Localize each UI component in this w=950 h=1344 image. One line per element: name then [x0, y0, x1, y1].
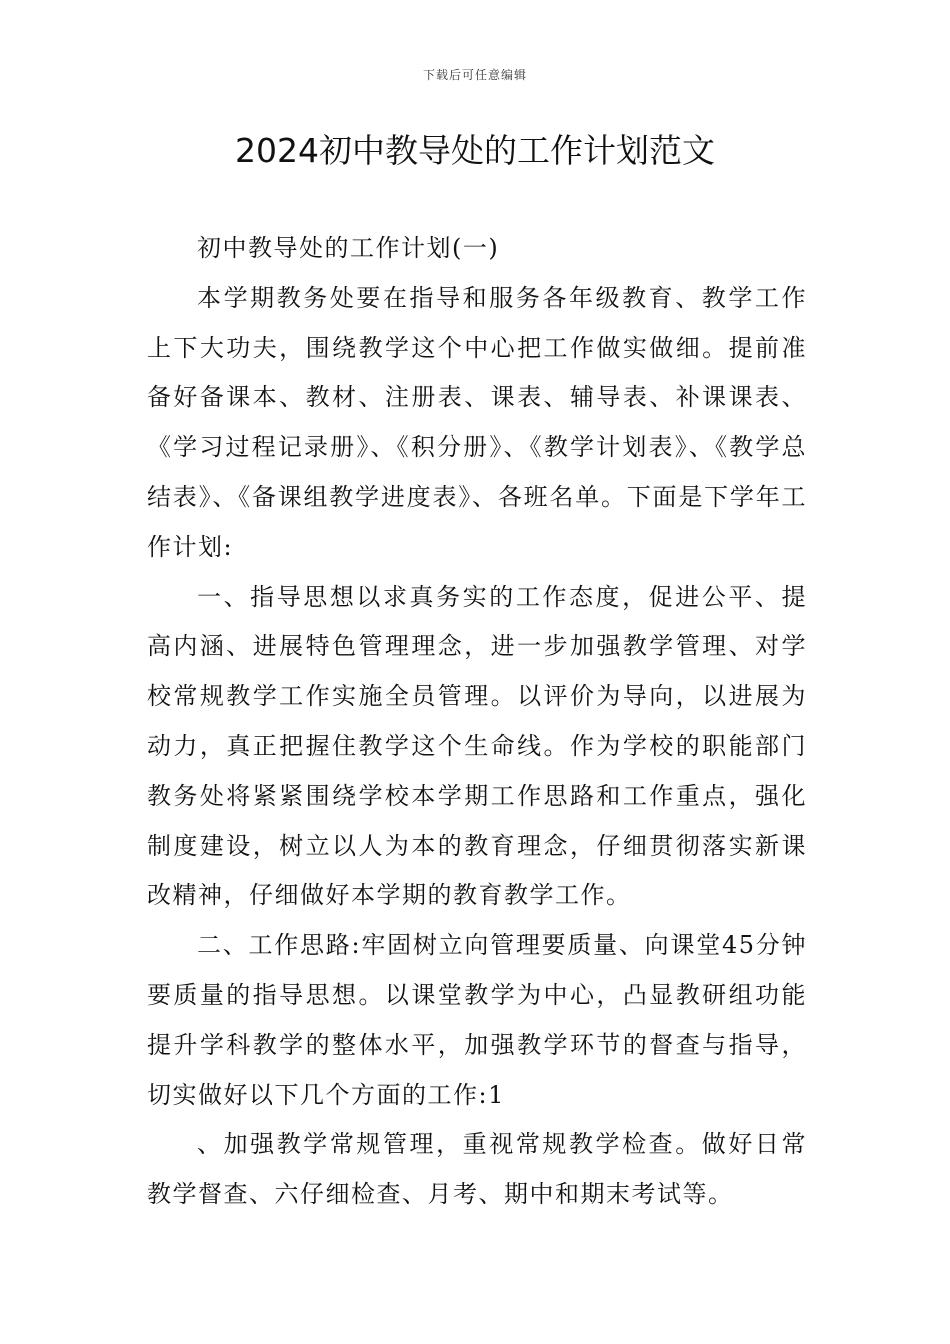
document-title: 2024初中教导处的工作计划范文 [235, 131, 715, 170]
document-body [147, 224, 807, 1220]
body-paragraph: 、加强教学常规管理，重视常规教学检查。做好日常教学督查、六仔细检查、月考、期中和期末考试等。 [147, 1130, 807, 1209]
section-heading: 初中教导处的工作计划(一) [197, 234, 500, 262]
body-paragraph: 一、指导思想以求真务实的工作态度，促进公平、提高内涵、进展特色管理理念，进一步加强教学管理、对学校常规教学工作实施全员管理。以评价为导向，以进展为动力，真正把握住教学这个生命线。作为学校的职能部门教务处将紧紧围绕学校本学期工作思路和工作重点，强化制度建设，树立以人为本的教育理念，仔细贯彻落实新课改精神，仔细做好本学期的教育教学工作。 [147, 582, 807, 910]
header-note: 下载后可任意编辑 [422, 68, 527, 82]
body-paragraph: 本学期教务处要在指导和服务各年级教育、教学工作上下大功夫，围绕教学这个中心把工作做实做细。提前准备好备课本、教材、注册表、课表、辅导表、补课课表、《学习过程记录册》、《积分册》、《教学计划表》、《教学总结表》、《备课组教学进度表》、各班名单。下面是下学年工作计划: [147, 283, 807, 561]
body-paragraph: 二、工作思路:牢固树立向管理要质量、向课堂45分钟要质量的指导思想。以课堂教学为中心，凸显教研组功能提升学科教学的整体水平，加强教学环节的督查与指导，切实做好以下几个方面的工作:1 [147, 931, 807, 1109]
